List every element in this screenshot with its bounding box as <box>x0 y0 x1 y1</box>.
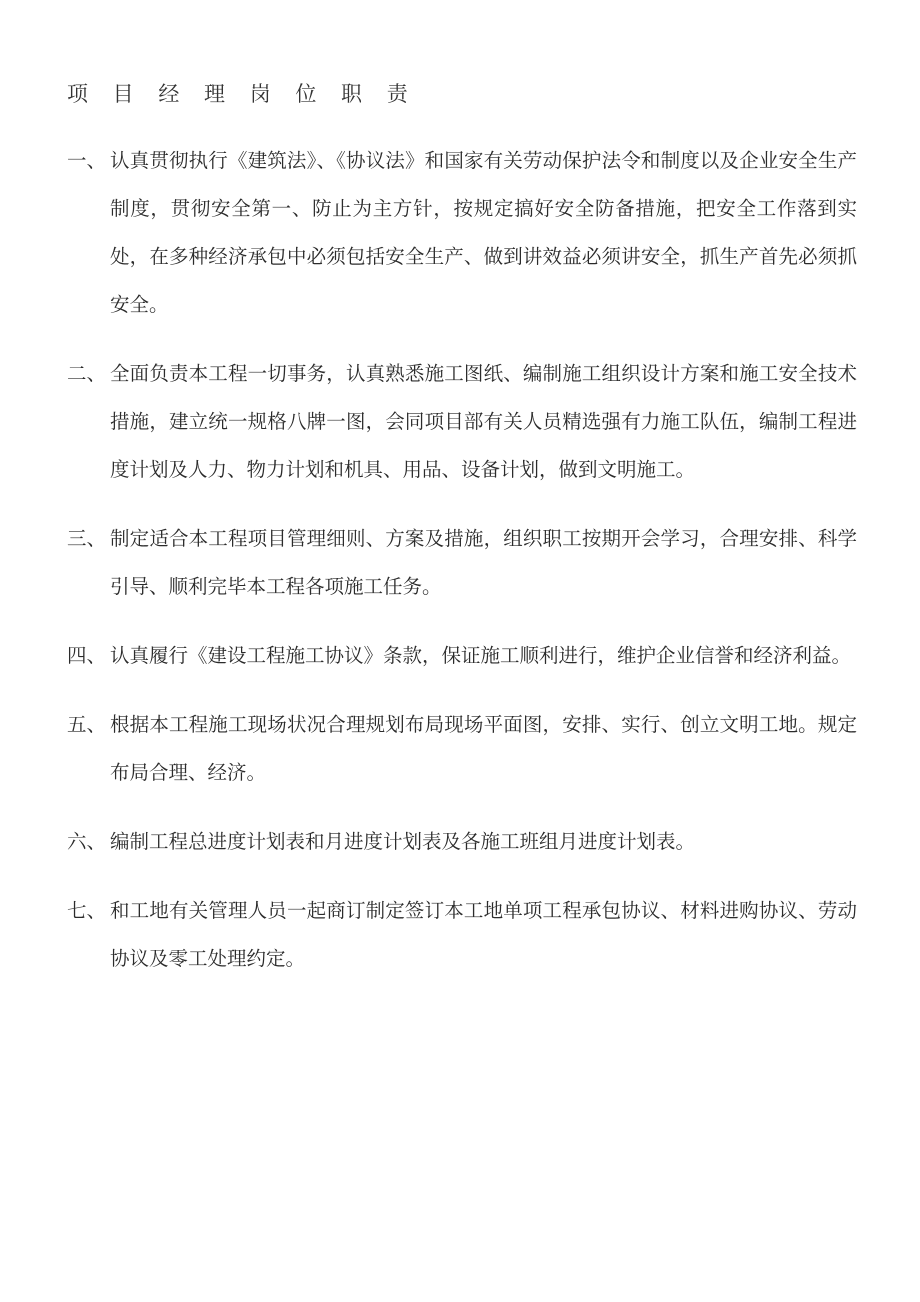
duty-number: 二、 <box>67 362 107 385</box>
duty-item-4 <box>67 632 857 680</box>
duty-number: 七、 <box>67 899 107 922</box>
duty-text: 认真履行《建设工程施工协议》条款，保证施工顺利进行，维护企业信誉和经济利益。 <box>110 644 852 667</box>
duty-number: 五、 <box>67 713 107 736</box>
duty-text: 制定适合本工程项目管理细则、方案及措施，组织职工按期开会学习，合理安排、科学引导、顺利完毕本工程各项施工任务。 <box>110 527 857 598</box>
duty-number: 六、 <box>67 830 107 853</box>
duty-list <box>67 137 857 1004</box>
duty-text: 和工地有关管理人员一起商订制定签订本工地单项工程承包协议、材料进购协议、劳动协议及零工处理约定。 <box>110 899 857 970</box>
duty-text: 编制工程总进度计划表和月进度计划表及各施工班组月进度计划表。 <box>110 830 696 853</box>
document-title: 项 目 经 理 岗 位 职 责 <box>67 82 417 106</box>
duty-number: 一、 <box>67 149 107 172</box>
duty-text: 认真贯彻执行《建筑法》、《协议法》和国家有关劳动保护法令和制度以及企业安全生产制度，贯彻安全第一、防止为主方针，按规定搞好安全防备措施，把安全工作落到实处，在多种经济承包中必须包括安全生产、做到讲效益必须讲安全，抓生产首先必须抓安全。 <box>110 149 857 316</box>
duty-item-3 <box>67 515 857 611</box>
duty-text: 根据本工程施工现场状况合理规划布局现场平面图，安排、实行、创立文明工地。规定布局合理、经济。 <box>110 713 857 784</box>
duty-item-5 <box>67 701 857 797</box>
duty-number: 三、 <box>67 527 107 550</box>
duty-text: 全面负责本工程一切事务，认真熟悉施工图纸、编制施工组织设计方案和施工安全技术措施，建立统一规格八牌一图，会同项目部有关人员精选强有力施工队伍，编制工程进度计划及人力、物力计划和机具、用品、设备计划，做到文明施工。 <box>110 362 857 481</box>
duty-item-1 <box>67 137 857 329</box>
duty-number: 四、 <box>67 644 107 667</box>
duty-item-2 <box>67 350 857 494</box>
duty-item-6 <box>67 818 857 866</box>
duty-item-7 <box>67 887 857 983</box>
